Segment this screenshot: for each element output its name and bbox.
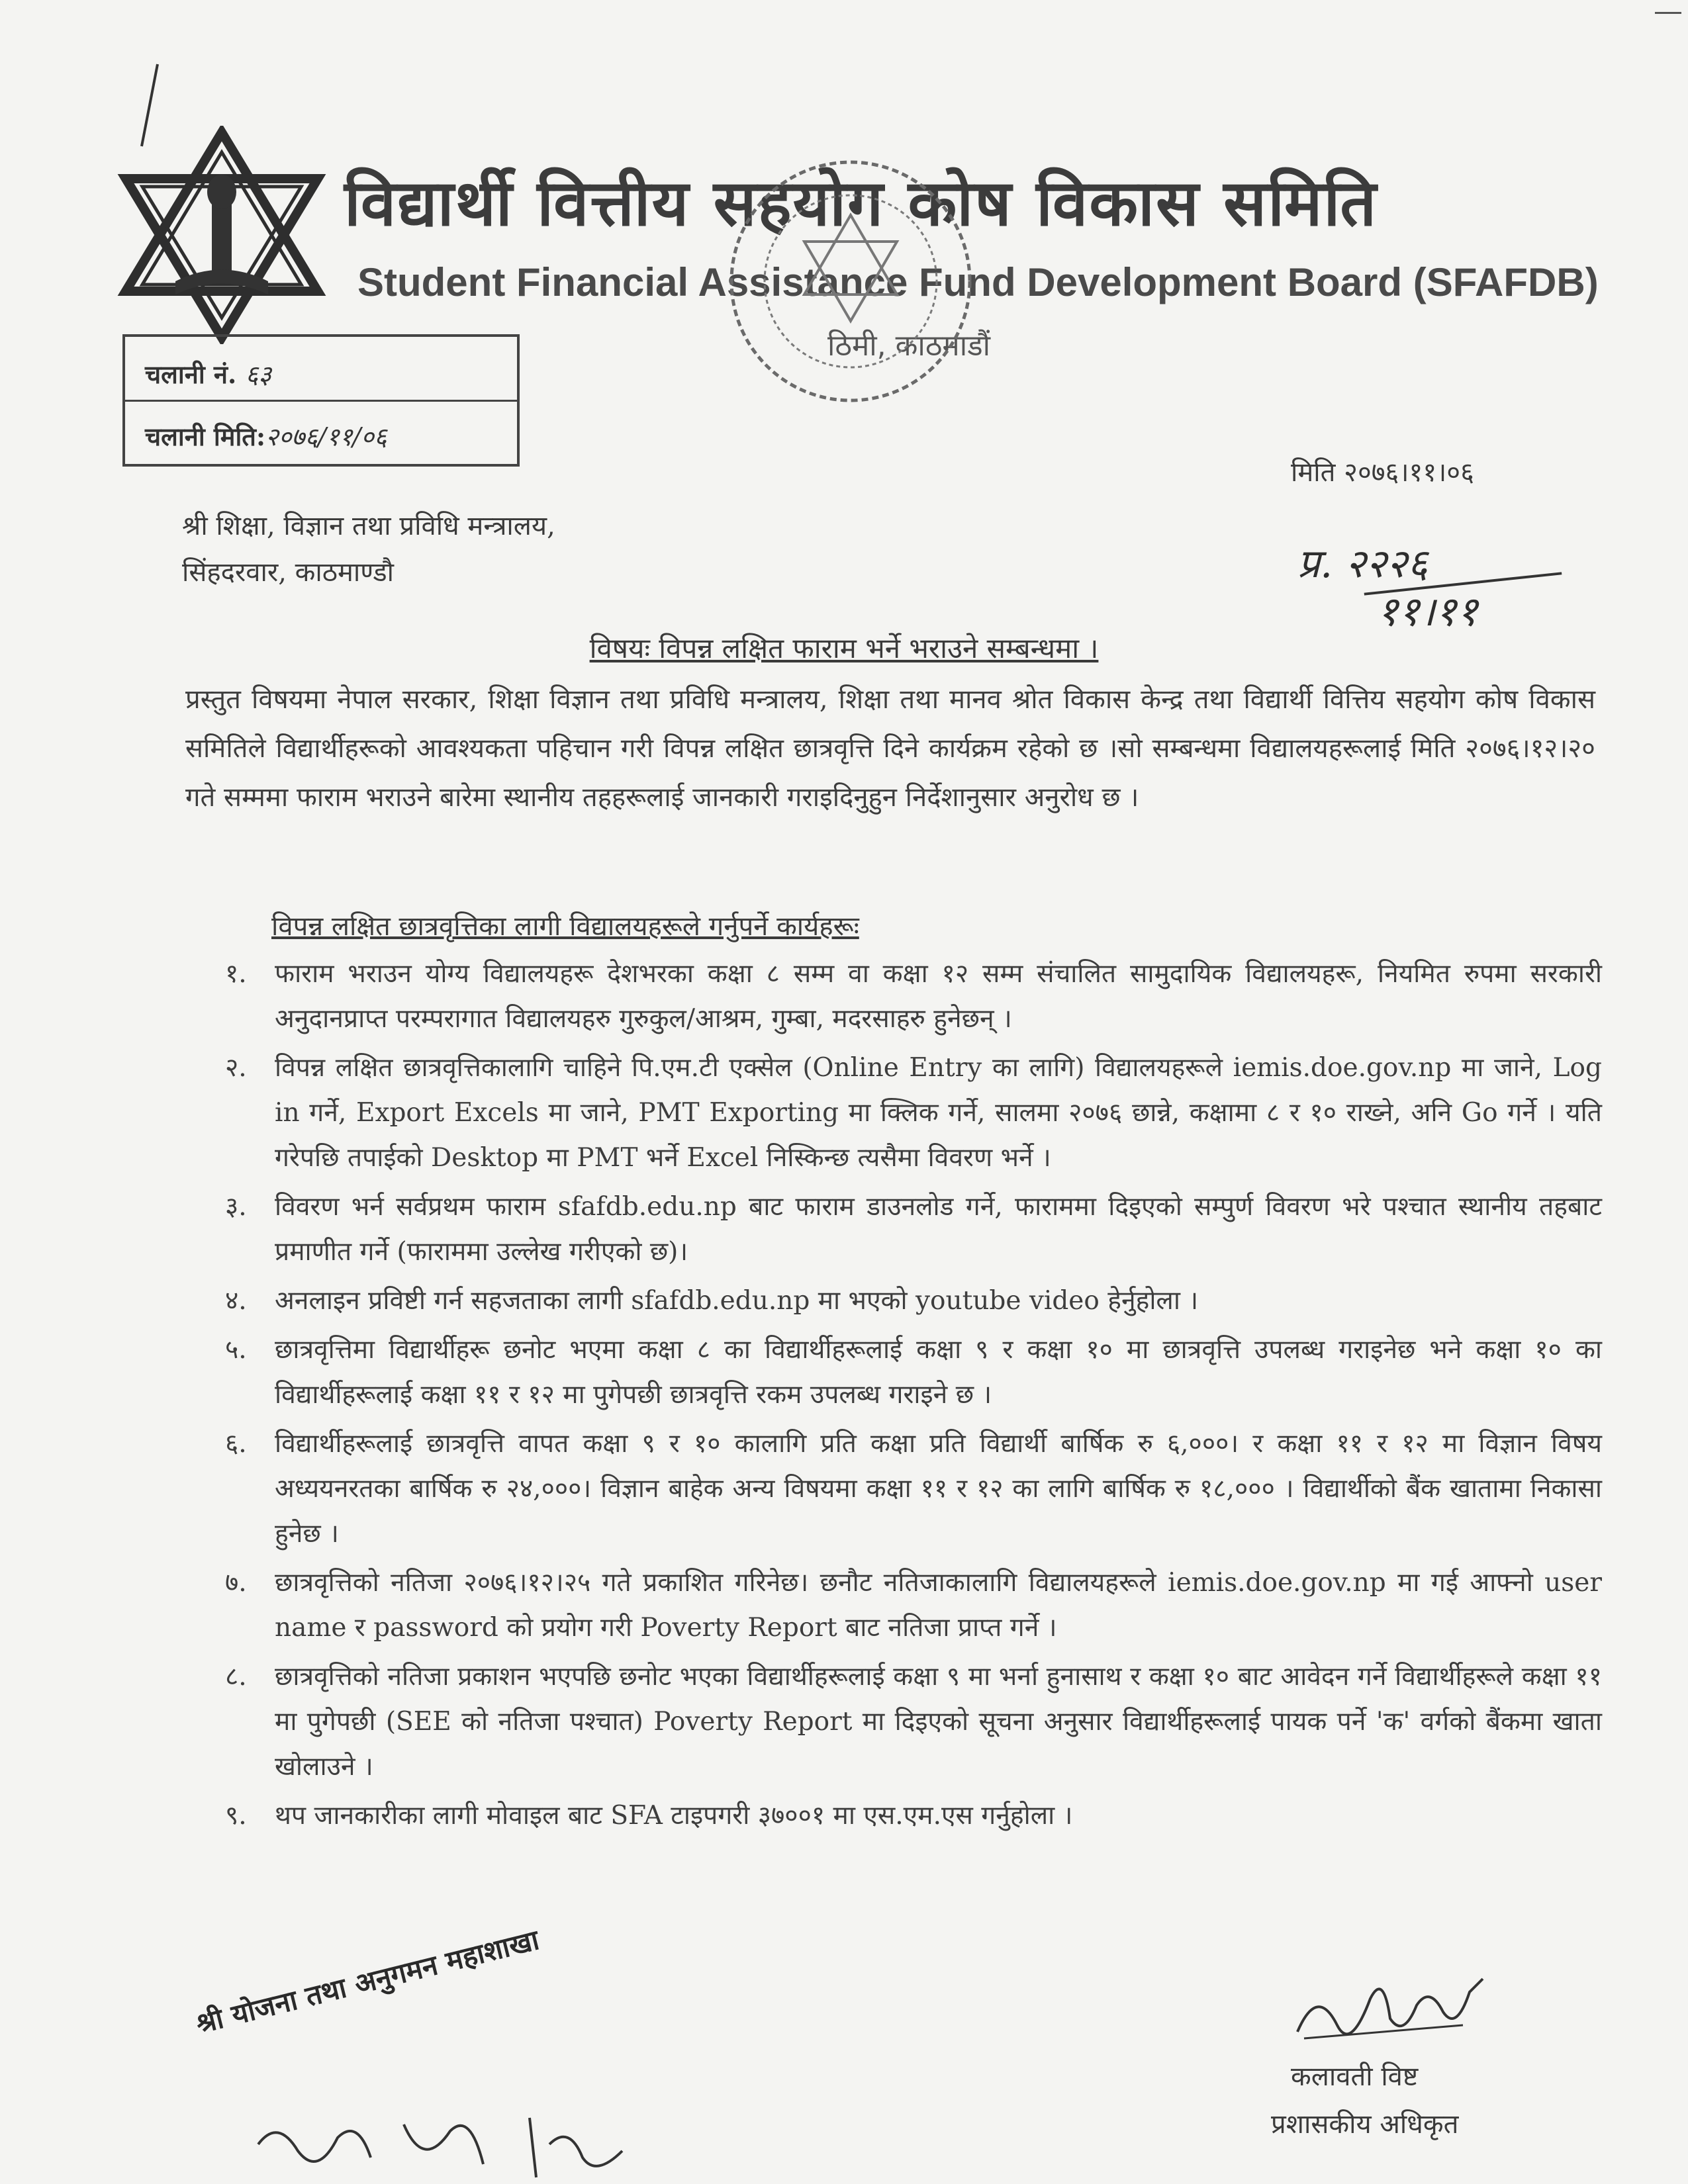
dispatch-date-label: चलानी मिति:: [145, 422, 265, 451]
list-item: [225, 1185, 1602, 1275]
list-item: [225, 1794, 1602, 1839]
list-item-number: २.: [225, 1053, 247, 1083]
list-item-text: विद्यार्थीहरूलाई छात्रवृत्ति वापत कक्षा ९ र १० कालागि प्रति कक्षा प्रति विद्यार्थी बार्षिक रु ६,०००। र कक्षा ११ र १२ मा विज्ञान विषय अध्ययनरतका बार्षिक रु २४,०००। विज्ञान बाहेक अन्य विषयमा कक्षा ११ र १२ का लागि बार्षिक रु १८,००० । विद्यार्थीको बैंक खातामा निकासा हुनेछ ।: [275, 1429, 1602, 1549]
list-item-number: ७.: [225, 1568, 247, 1598]
org-name-english: Student Financial Assistance Fund Development Board (SFAFDB): [357, 260, 1599, 304]
instruction-list: [225, 952, 1602, 1843]
list-item-text: छात्रवृत्तिको नतिजा प्रकाशन भएपछि छनोट भएका विद्यार्थीहरूलाई कक्षा ९ मा भर्ना हुनासाथ र कक्षा १० बाट आवेदन गर्ने विद्यार्थीहरूले कक्षा ११ मा पुगेपछी (SEE को नतिजा पश्चात) Poverty Report मा दिइएको सूचना अनुसार विद्यार्थीहरूलाई पायक पर्ने 'क' वर्गको बैंकमा खाता खोलाउने ।: [275, 1662, 1602, 1782]
list-item-number: ४.: [225, 1286, 247, 1316]
signatory-name: कलावती विष्ट: [1291, 2062, 1419, 2092]
letter-date: मिति २०७६।११।०६: [1291, 457, 1474, 488]
list-item-text: विपन्न लक्षित छात्रवृत्तिकालागि चाहिने पि.एम.टी एक्सेल (Online Entry का लागि) विद्यालयहरूले iemis.doe.gov.np मा जाने, Log in गर्ने, Export Excels मा जाने, PMT Exporting मा क्लिक गर्ने, सालमा २०७६ छान्ने, कक्षामा ८ र १० राख्ने, अनि Go गर्ने । यति गरेपछि तपाईको Desktop मा PMT भर्ने Excel निस्किन्छ त्यसैमा विवरण भर्ने ।: [275, 1053, 1602, 1173]
nepal-govt-emblem-logo: [113, 126, 331, 344]
handwritten-reference-top: प्र. २२२६: [1297, 541, 1429, 587]
addressee-line-1: श्री शिक्षा, विज्ञान तथा प्रविधि मन्त्रालय,: [182, 511, 555, 541]
list-item-text: अनलाइन प्रविष्टी गर्न सहजताका लागी sfafdb.edu.np मा भएको youtube video हेर्नुहोला ।: [275, 1286, 1199, 1316]
addressee-line-2: सिंहदरवार, काठमाण्डौ: [182, 557, 394, 588]
list-item: [225, 1655, 1602, 1790]
list-item-text: विवरण भर्न सर्वप्रथम फाराम sfafdb.edu.np बाट फाराम डाउनलोड गर्ने, फाराममा दिइएको सम्पुर्ण विवरण भरे पश्चात स्थानीय तहबाट प्रमाणीत गर्ने (फाराममा उल्लेख गरीएको छ)।: [275, 1192, 1602, 1267]
body-paragraph: प्रस्तुत विषयमा नेपाल सरकार, शिक्षा विज्ञान तथा प्रविधि मन्त्रालय, शिक्षा तथा मानव श्रोत विकास केन्द्र तथा विद्यार्थी वित्तिय सहयोग कोष विकास समितिले विद्यार्थीहरूको आवश्यकता पहिचान गरी विपन्न लक्षित छात्रवृत्ति दिने कार्यक्रम रहेको छ ।सो सम्बन्धमा विद्यालयहरूलाई मिति २०७६।१२।२० गते सम्ममा फाराम भराउने बारेमा स्थानीय तहहरूलाई जानकारी गराइदिनुहुन निर्देशानुसार अनुरोध छ ।: [185, 684, 1595, 813]
official-round-stamp: [722, 152, 980, 410]
dispatch-date-value: २०७६/११/०६: [265, 422, 387, 451]
list-item: [225, 1279, 1602, 1324]
dispatch-number-value: ६३: [245, 360, 271, 389]
dispatch-divider: [122, 400, 520, 402]
list-item: [225, 1561, 1602, 1651]
list-item-text: छात्रवृत्तिमा विद्यार्थीहरू छनोट भएमा कक्षा ८ का विद्यार्थीहरूलाई कक्षा ९ र कक्षा १० मा छात्रवृत्ति उपलब्ध गराइनेछ भने कक्षा १० का विद्यार्थीहरूलाई कक्षा ११ र १२ मा पुगेपछी छात्रवृत्ति रकम उपलब्ध गराइने छ ।: [275, 1335, 1602, 1410]
list-item-number: ५.: [225, 1335, 247, 1365]
list-item: [225, 952, 1602, 1042]
dispatch-date-row: [145, 419, 387, 453]
handwritten-note: [252, 2105, 649, 2184]
list-item-number: १.: [225, 959, 247, 989]
letter-subject: विषयः विपन्न लक्षित फाराम भर्ने भराउने सम्बन्धमा ।: [589, 632, 1099, 664]
signature-scribble: [1291, 1959, 1489, 2052]
org-address: ठिमी, काठमाडौं: [827, 329, 991, 363]
section-title: विपन्न लक्षित छात्रवृत्तिका लागी विद्यालयहरूले गर्नुपर्ने कार्यहरूः: [271, 911, 859, 942]
dispatch-number-label: चलानी नं.: [145, 359, 237, 389]
list-item-number: ९.: [225, 1801, 247, 1831]
list-item: [225, 1328, 1602, 1418]
list-item-number: ३.: [225, 1192, 247, 1222]
list-item-text: छात्रवृत्तिको नतिजा २०७६।१२।२५ गते प्रकाशित गरिनेछ। छनौट नतिजाकालागि विद्यालयहरूले iemis.doe.gov.np मा गई आफ्नो user name र password को प्रयोग गरी Poverty Report बाट नतिजा प्राप्त गर्ने ।: [275, 1568, 1602, 1643]
list-item-text: थप जानकारीका लागी मोवाइल बाट SFA टाइपगरी ३७००१ मा एस.एम.एस गर्नुहोला ।: [275, 1801, 1073, 1831]
corner-mark: [1655, 12, 1681, 14]
dispatch-number-row: [145, 357, 271, 391]
handwritten-reference-bottom: ११।११: [1377, 587, 1478, 635]
signatory-title: प्रशासकीय अधिकृत: [1271, 2109, 1459, 2140]
department-stamp: श्री योजना तथा अनुगमन महाशाखा: [193, 1923, 543, 2040]
list-item-number: ८.: [225, 1662, 247, 1692]
list-item-text: फाराम भराउन योग्य विद्यालयहरू देशभरका कक्षा ८ सम्म वा कक्षा १२ सम्म संचालित सामुदायिक विद्यालयहरू, नियमित रुपमा सरकारी अनुदानप्राप्त परम्परागात विद्यालयहरु गुरुकुल/आश्रम, गुम्बा, मदरसाहरु हुनेछन् ।: [275, 959, 1602, 1034]
list-item-number: ६.: [225, 1429, 247, 1459]
list-item: [225, 1422, 1602, 1557]
list-item: [225, 1046, 1602, 1181]
org-name-nepali: विद्यार्थी वित्तीय सहयोग कोष विकास समिति: [344, 166, 1378, 240]
